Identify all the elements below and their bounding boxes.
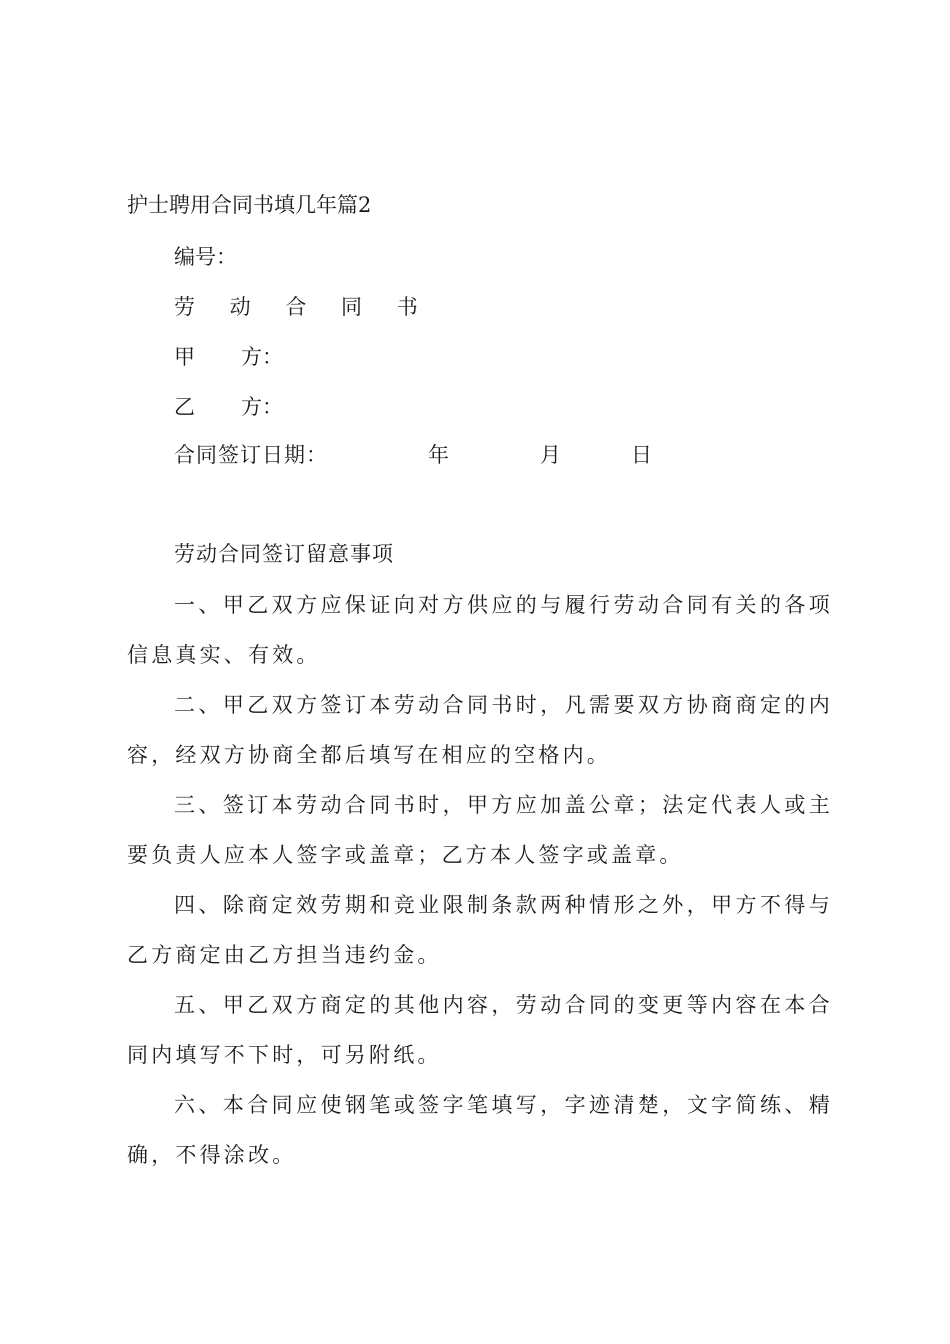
year-label: 年 (428, 443, 449, 467)
party-a-row (174, 343, 283, 371)
contract-heading: 劳 动 合 同 书 (174, 295, 432, 319)
notice-item-6: 六、本合同应使钢笔或签字笔填写，字迹清楚，文字简练、精确，不得涂改。 (127, 1093, 833, 1167)
party-a-label-part1: 甲 (174, 345, 195, 369)
notice-item-1: 一、甲乙双方应保证向对方供应的与履行劳动合同有关的各项信息真实、有效。 (127, 593, 833, 667)
notice-title: 劳动合同签订留意事项 (174, 542, 394, 566)
sign-date-row (174, 441, 652, 469)
notice-item-2: 二、甲乙双方签订本劳动合同书时，凡需要双方协商商定的内容，经双方协商全都后填写在相应的空格内。 (127, 693, 833, 767)
party-b-label-part2: 方： (241, 395, 283, 419)
notice-item-4: 四、除商定效劳期和竞业限制条款两种情形之外，甲方不得与乙方商定由乙方担当违约金。 (127, 893, 833, 967)
number-label: 编号： (174, 245, 237, 269)
party-a-label-part2: 方： (241, 345, 283, 369)
document-title: 护士聘用合同书填几年篇2 (127, 193, 372, 217)
notice-item-5: 五、甲乙双方商定的其他内容，劳动合同的变更等内容在本合同内填写不下时，可另附纸。 (127, 993, 833, 1067)
day-label: 日 (631, 443, 652, 467)
sign-date-label: 合同签订日期： (174, 443, 328, 467)
party-b-label-part1: 乙 (174, 395, 195, 419)
party-b-row (174, 393, 283, 421)
month-label: 月 (540, 443, 561, 467)
notice-item-3: 三、签订本劳动合同书时，甲方应加盖公章；法定代表人或主要负责人应本人签字或盖章；乙方本人签字或盖章。 (127, 793, 833, 867)
